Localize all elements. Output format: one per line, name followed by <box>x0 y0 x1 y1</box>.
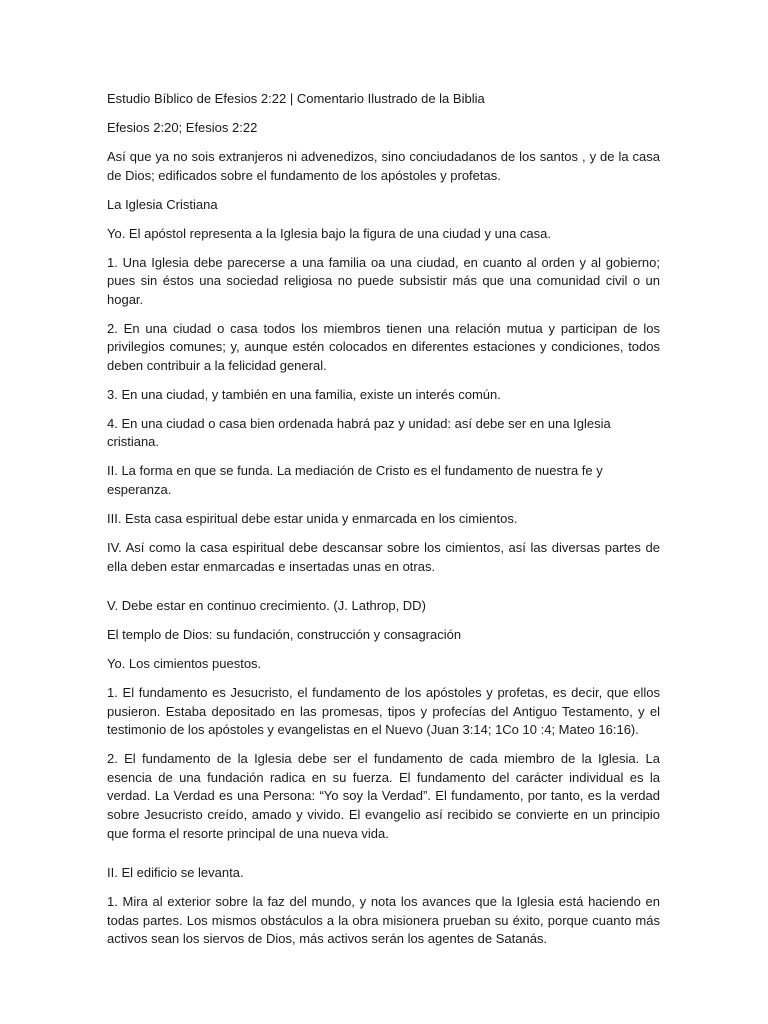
section-heading: El templo de Dios: su fundación, construcción y consagración <box>107 627 462 643</box>
document-page <box>107 90 660 959</box>
scripture-reference: Efesios 2:20; Efesios 2:22 <box>107 119 258 135</box>
section-heading: La Iglesia Cristiana <box>107 196 218 212</box>
paragraph: III. Esta casa espiritual debe estar unida y enmarcada en los cimientos. <box>107 511 518 526</box>
document-title: Estudio Bíblico de Efesios 2:22 | Comentario Ilustrado de la Biblia <box>107 91 485 106</box>
paragraph: 2. En una ciudad o casa todos los miembros tienen una relación mutua y participan de los privilegios comunes; y, aunque estén colocados en diferentes estaciones y condiciones, todos deben contribuir a la felicidad general. <box>107 320 660 373</box>
paragraph: IV. Así como la casa espiritual debe descansar sobre los cimientos, así las diversas partes de ella deben estar enmarcadas e insertadas unas en otras. <box>107 539 660 574</box>
paragraph: V. Debe estar en continuo crecimiento. (J. Lathrop, DD) <box>107 598 426 614</box>
paragraph: 1. Una Iglesia debe parecerse a una familia oa una ciudad, en cuanto al orden y al gobierno; pues sin éstos una sociedad religiosa no puede subsistir más que una comunidad civil o un hogar. <box>107 254 660 307</box>
paragraph: 3. En una ciudad, y también en una familia, existe un interés común. <box>107 386 501 402</box>
paragraph: 1. Mira al exterior sobre la faz del mundo, y nota los avances que la Iglesia está haciendo en todas partes. Los mismos obstáculos a la obra misionera prueban su éxito, porque cuanto más activos sean los siervos de Dios, más activos serán los agentes de Satanás. <box>107 894 660 947</box>
paragraph: II. La forma en que se funda. La mediación de Cristo es el fundamento de nuestra fe y esperanza. <box>107 463 603 498</box>
paragraph: Yo. El apóstol representa a la Iglesia bajo la figura de una ciudad y una casa. <box>107 225 551 241</box>
paragraph: 2. El fundamento de la Iglesia debe ser el fundamento de cada miembro de la Iglesia. La esencia de una fundación radica en su fuerza. El fundamento del carácter individual es la verdad. La Verdad es una Persona: “Yo soy la Verdad”. El fundamento, por tanto, es la verdad sobre Jesucristo creído, amado y vivido. El evangelio así recibido se convierte en un principio que forma el resorte principal de una nueva vida. <box>107 751 660 841</box>
paragraph: 4. En una ciudad o casa bien ordenada habrá paz y unidad: así debe ser en una Iglesia cristiana. <box>107 415 611 450</box>
paragraph: Yo. Los cimientos puestos. <box>107 656 262 672</box>
paragraph: II. El edificio se levanta. <box>107 865 244 881</box>
scripture-text: Así que ya no sois extranjeros ni advenedizos, sino conciudadanos de los santos , y de la casa de Dios; edificados sobre el fundamento de los apóstoles y profetas. <box>107 148 660 183</box>
paragraph: 1. El fundamento es Jesucristo, el fundamento de los apóstoles y profetas, es decir, que ellos pusieron. Estaba depositado en las promesas, tipos y profecías del Antiguo Testamento, y el testimonio de los apóstoles y evangelistas en el Nuevo (Juan 3:14; 1Co 10 :4; Mateo 16:16). <box>107 685 660 738</box>
